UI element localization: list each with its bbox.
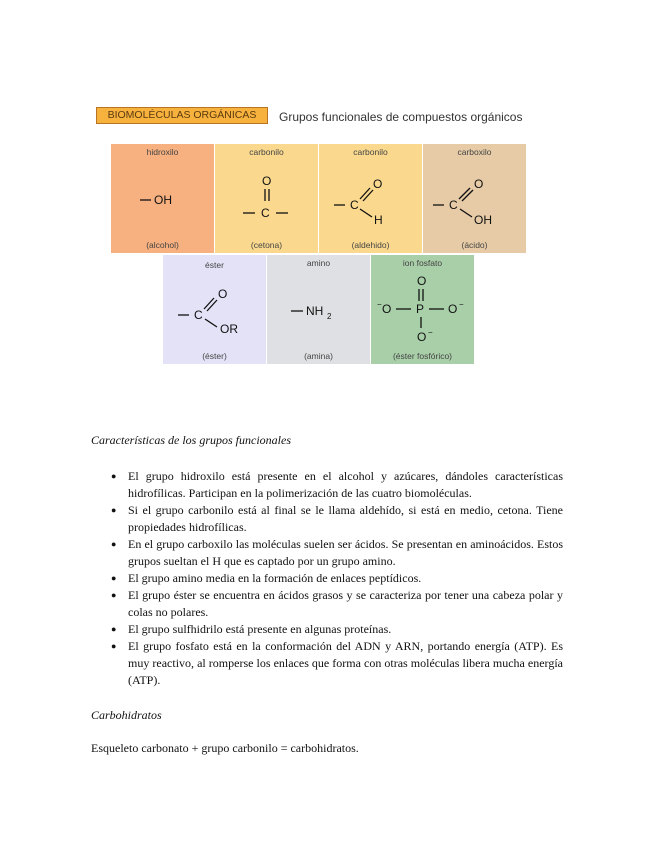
group-subtitle: (éster fosfórico) — [392, 351, 453, 361]
bullet-icon: ● — [111, 624, 117, 634]
list-item-text: Si el grupo carbonilo está al final se le llama aldehído, si está en medio, cetona. Tiene propiedades hidrofílicas. — [128, 503, 563, 534]
section-badge: BIOMOLÉCULAS ORGÁNICAS — [96, 107, 268, 124]
svg-text:O: O — [448, 302, 458, 316]
svg-text:OH: OH — [154, 193, 172, 207]
bullet-icon: ● — [111, 505, 117, 515]
list-item — [91, 468, 563, 502]
svg-text:−: − — [459, 300, 464, 309]
group-cell-ester — [163, 255, 266, 364]
svg-text:C: C — [194, 308, 203, 322]
list-item-text: El grupo hidroxilo está presente en el alcohol y azúcares, dándoles características hidrofílicas. Participan en la polimerización de las cuatro biomoléculas. — [128, 469, 563, 500]
hydroxyl-structure — [111, 158, 214, 238]
list-item — [91, 587, 563, 621]
document-body — [91, 433, 563, 689]
group-cell-amino — [267, 255, 370, 364]
svg-text:H: H — [374, 213, 383, 227]
group-cell-hidroxilo — [111, 144, 214, 253]
list-item-text: El grupo éster se encuentra en ácidos grasos y se caracteriza por tener una cabeza polar y colas no polares. — [128, 588, 563, 619]
svg-text:NH: NH — [306, 304, 324, 318]
group-subtitle: (aldehido) — [351, 240, 390, 250]
svg-text:O: O — [474, 177, 484, 191]
carbohydrate-formula: Esqueleto carbonato + grupo carbonilo = carbohidratos. — [91, 741, 359, 755]
svg-text:OH: OH — [474, 213, 492, 227]
svg-text:O: O — [382, 302, 392, 316]
svg-text:−: − — [377, 300, 382, 309]
amino-structure — [267, 269, 370, 349]
bullet-icon: ● — [111, 471, 117, 481]
ketone-structure — [215, 158, 318, 238]
list-item-text: El grupo fosfato está en la conformación del ADN y ARN, portando energía (ATP). Es muy reactivo, al romperse los enlaces que forma con otras moléculas libera mucha energía (ATP). — [128, 639, 563, 687]
carboxyl-structure — [423, 158, 526, 238]
group-cell-carboxilo — [423, 144, 526, 253]
svg-text:−: − — [428, 328, 433, 337]
group-name: hidroxilo — [146, 147, 179, 157]
bullet-icon: ● — [111, 641, 117, 651]
group-subtitle: (éster) — [202, 351, 227, 361]
list-item — [91, 570, 563, 587]
group-subtitle: (ácido) — [461, 240, 488, 250]
group-subtitle: (amina) — [304, 351, 333, 361]
section-heading: Características de los grupos funcionales — [91, 433, 291, 447]
svg-text:O: O — [218, 287, 228, 301]
ester-structure — [163, 269, 266, 349]
svg-text:C: C — [350, 198, 359, 212]
phosphate-structure — [371, 269, 474, 349]
group-name: carboxilo — [457, 147, 492, 157]
group-name: carbonilo — [353, 147, 388, 157]
list-item — [91, 638, 563, 689]
figure-title: Grupos funcionales de compuestos orgánicos — [279, 110, 523, 124]
group-cell-carbonilo-aldehido — [319, 144, 422, 253]
svg-text:C: C — [449, 198, 458, 212]
svg-text:O: O — [373, 177, 383, 191]
svg-text:O: O — [262, 174, 272, 188]
functional-groups-figure — [0, 0, 655, 380]
group-cell-carbonilo-cetona — [215, 144, 318, 253]
group-name: ion fosfato — [402, 258, 443, 268]
list-item-text: El grupo sulfhidrilo está presente en algunas proteínas. — [128, 622, 392, 636]
bullet-icon: ● — [111, 590, 117, 600]
group-name: éster — [205, 260, 224, 270]
svg-text:P: P — [416, 302, 425, 316]
svg-text:C: C — [261, 206, 270, 220]
list-item — [91, 536, 563, 570]
group-name: carbonilo — [249, 147, 284, 157]
list-item — [91, 621, 563, 638]
group-cell-fosfato — [371, 255, 474, 364]
carbohydrates-heading: Carbohidratos — [91, 708, 162, 722]
bullet-icon: ● — [111, 573, 117, 583]
list-item — [91, 502, 563, 536]
list-item-text: El grupo amino media en la formación de enlaces peptídicos. — [128, 571, 422, 585]
svg-text:OR: OR — [220, 322, 238, 336]
group-name: amino — [306, 258, 331, 268]
aldehyde-structure — [319, 158, 422, 238]
bullet-icon: ● — [111, 539, 117, 549]
group-subtitle: (alcohol) — [146, 240, 179, 250]
svg-text:O: O — [417, 330, 427, 344]
svg-text:O: O — [417, 274, 427, 288]
bullet-list — [91, 468, 563, 689]
svg-text:2: 2 — [327, 312, 332, 321]
group-subtitle: (cetona) — [250, 240, 283, 250]
list-item-text: En el grupo carboxilo las moléculas suelen ser ácidos. Se presentan en aminoácidos. Estos grupos sueltan el H que es captado por un grupo amino. — [128, 537, 563, 568]
